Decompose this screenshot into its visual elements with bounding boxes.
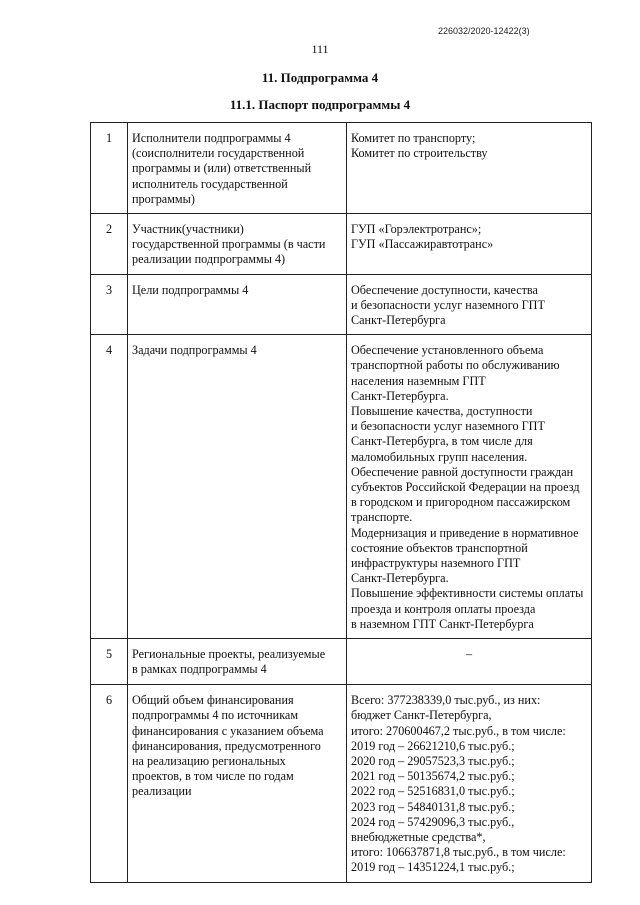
row-value-line: проезда и контроля оплаты проезда xyxy=(351,601,536,616)
row-value xyxy=(347,274,592,335)
row-value-line: 2024 год – 57429096,3 тыс.руб., xyxy=(351,814,515,829)
row-value-line: Санкт-Петербурга. xyxy=(351,388,449,403)
row-label xyxy=(128,335,347,639)
row-value-line: итого: 106637871,8 тыс.руб., в том числе: xyxy=(351,845,566,860)
row-label-line: государственной программы (в части xyxy=(132,237,326,252)
row-label-line: подпрограммы 4 по источникам xyxy=(132,708,299,723)
row-value-line: и безопасности услуг наземного ГПТ xyxy=(351,297,545,312)
row-value-line: 2023 год – 54840131,8 тыс.руб.; xyxy=(351,799,515,814)
row-value-line: Обеспечение доступности, качества xyxy=(351,282,538,297)
passport-table-body xyxy=(91,123,592,883)
row-label xyxy=(128,685,347,882)
row-value-line: 2022 год – 52516831,0 тыс.руб.; xyxy=(351,784,515,799)
row-label-line: (соисполнители государственной xyxy=(132,146,305,161)
row-value-line: 2019 год – 14351224,1 тыс.руб.; xyxy=(351,860,515,875)
row-label xyxy=(128,639,347,685)
page-number: 111 xyxy=(311,42,329,56)
row-label-line: программы) xyxy=(132,191,195,206)
section-subtitle: 11.1. Паспорт подпрограммы 4 xyxy=(229,97,411,112)
row-label xyxy=(128,214,347,275)
row-value-line: в наземном ГПТ Санкт-Петербурга xyxy=(351,616,534,631)
subprogram-passport-table xyxy=(90,122,592,883)
row-label-line: Общий объем финансирования xyxy=(132,693,294,708)
row-value-line: состояние объектов транспортной xyxy=(351,540,528,555)
section-title: 11. Подпрограмма 4 xyxy=(261,70,379,85)
row-value-line: Повышение эффективности системы оплаты xyxy=(351,586,584,601)
table-row xyxy=(91,685,592,882)
row-label-line: Исполнители подпрограммы 4 xyxy=(132,131,291,145)
table-row xyxy=(91,274,592,335)
row-value-line: транспортной работы по обслуживанию xyxy=(351,358,560,373)
row-value-line: бюджет Санкт-Петербурга, xyxy=(351,708,492,723)
table-row xyxy=(91,335,592,639)
row-value-line: маломобильных групп населения. xyxy=(351,449,528,464)
row-label-line: в рамках подпрограммы 4 xyxy=(132,662,267,677)
row-value-line: инфраструктуры наземного ГПТ xyxy=(351,556,521,571)
row-label-line: проектов, в том числе по годам xyxy=(132,769,294,784)
row-value-line: 2021 год – 50135674,2 тыс.руб.; xyxy=(351,769,515,784)
row-number: 5 xyxy=(91,639,128,685)
row-value xyxy=(347,214,592,275)
row-number: 3 xyxy=(91,274,128,335)
row-number: 2 xyxy=(91,214,128,275)
row-value-line: Модернизация и приведение в нормативное xyxy=(351,525,579,540)
row-value-line: в городском и пригородном пассажирском xyxy=(351,495,571,510)
row-value-line: Комитет по транспорту; xyxy=(351,131,476,145)
row-label-line: программы и (или) ответственный xyxy=(132,161,312,176)
row-number: 4 xyxy=(91,335,128,639)
row-value-line: Санкт-Петербурга. xyxy=(351,571,449,586)
row-label-line: реализации xyxy=(132,784,192,799)
row-value-line: Всего: 377238339,0 тыс.руб., из них: xyxy=(351,693,541,708)
row-value-line: внебюджетные средства*, xyxy=(351,829,486,844)
row-value xyxy=(347,685,592,882)
row-label xyxy=(128,123,347,214)
row-label-line: на реализацию региональных xyxy=(132,753,286,768)
row-value-line: ГУП «Горэлектротранс»; xyxy=(351,222,482,237)
row-label-line: исполнитель государственной xyxy=(132,176,288,191)
row-value-line: населения наземным ГПТ xyxy=(351,373,486,388)
row-value-line: 2020 год – 29057523,3 тыс.руб.; xyxy=(351,753,515,768)
row-value xyxy=(347,123,592,214)
row-label-line: Участник(участники) xyxy=(132,222,244,237)
row-value xyxy=(347,639,592,685)
row-label-line: Цели подпрограммы 4 xyxy=(132,282,249,297)
row-value-line: итого: 270600467,2 тыс.руб., в том числе: xyxy=(351,723,566,738)
row-value-line: транспорте. xyxy=(351,510,413,525)
document-registration-number: 226032/2020-12422(3) xyxy=(438,26,530,36)
row-label xyxy=(128,274,347,335)
row-number: 6 xyxy=(91,685,128,882)
table-row xyxy=(91,639,592,685)
row-value-line: Обеспечение равной доступности граждан xyxy=(351,464,574,479)
row-value-line: Санкт-Петербурга, в том числе для xyxy=(351,434,533,449)
row-number: 1 xyxy=(91,123,128,214)
row-value-line: и безопасности услуг наземного ГПТ xyxy=(351,419,545,434)
row-value-line: Обеспечение установленного объема xyxy=(351,343,544,358)
row-value xyxy=(347,335,592,639)
row-value-line: 2019 год – 26621210,6 тыс.руб.; xyxy=(351,738,515,753)
row-value-line: – xyxy=(465,647,473,662)
row-value-line: Санкт-Петербурга xyxy=(351,313,446,328)
table-row xyxy=(91,123,592,214)
row-value-line: Комитет по строительству xyxy=(351,146,488,161)
table-row xyxy=(91,214,592,275)
row-label-line: финансирования, предусмотренного xyxy=(132,738,321,753)
row-label-line: Задачи подпрограммы 4 xyxy=(132,343,257,358)
row-value-line: ГУП «Пассажиравтотранс» xyxy=(351,237,494,252)
row-label-line: финансирования с указанием объема xyxy=(132,723,324,738)
row-value-line: Повышение качества, доступности xyxy=(351,404,533,419)
row-value-line: субъектов Российской Федерации на проезд xyxy=(351,480,580,495)
row-label-line: Региональные проекты, реализуемые xyxy=(132,647,326,662)
row-label-line: реализации подпрограммы 4) xyxy=(132,252,286,267)
